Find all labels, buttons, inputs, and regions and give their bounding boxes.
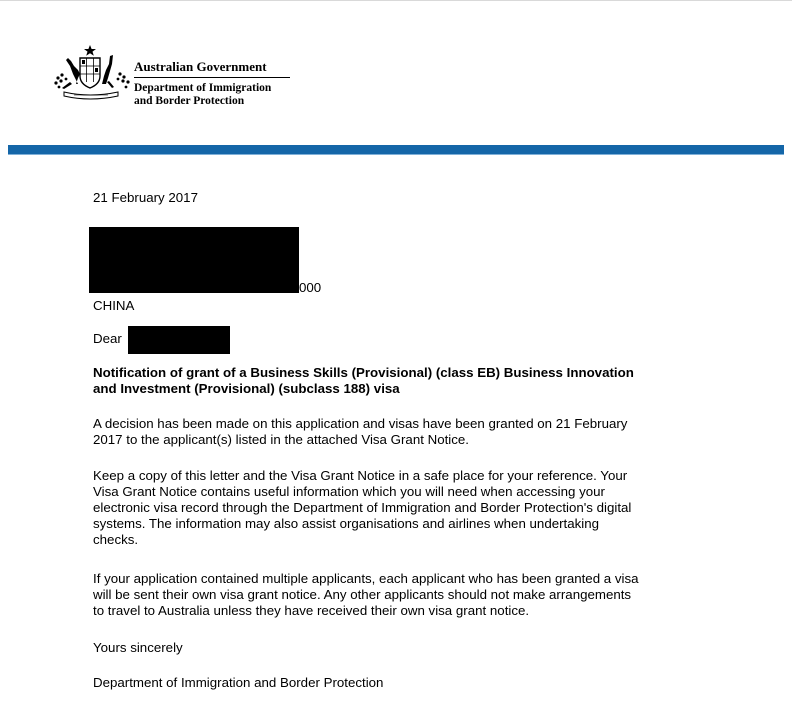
paragraph-2-line: checks. xyxy=(93,532,139,547)
paragraph-1-line: 2017 to the applicant(s) listed in the attached Visa Grant Notice. xyxy=(93,432,469,447)
paragraph-3-line: If your application contained multiple applicants, each applicant who has been granted a visa xyxy=(93,571,639,586)
department-name-line1: Department of Immigration xyxy=(134,82,272,94)
closing: Yours sincerely xyxy=(93,640,183,655)
header-rule xyxy=(8,145,784,154)
address-redaction xyxy=(89,227,299,293)
department-name-line2: and Border Protection xyxy=(134,95,245,107)
signature: Department of Immigration and Border Protection xyxy=(93,675,384,690)
government-name: Australian Government xyxy=(134,59,290,78)
salutation: Dear xyxy=(93,331,122,346)
paragraph-3-line: to travel to Australia unless they have received their own visa grant notice. xyxy=(93,603,530,618)
letterhead-organisation xyxy=(134,59,290,108)
paragraph-2-line: electronic visa record through the Department of Immigration and Border Protection's digital xyxy=(93,500,632,515)
header-rule-highlight xyxy=(8,154,784,155)
subject-line-1: Notification of grant of a Business Skills (Provisional) (class EB) Business Innovation xyxy=(93,365,634,380)
paragraph-2-line: Keep a copy of this letter and the Visa Grant Notice in a safe place for your reference. Your xyxy=(93,468,628,483)
paragraph-2-line: systems. The information may also assist organisations and airlines when undertaking xyxy=(93,516,600,531)
recipient-name-redaction xyxy=(128,326,230,354)
paragraph-2-line: Visa Grant Notice contains useful information which you will need when accessing your xyxy=(93,484,605,499)
coat-of-arms-icon xyxy=(52,44,134,100)
letter-date: 21 February 2017 xyxy=(93,190,198,205)
address-postcode-fragment: 000 xyxy=(299,280,322,295)
page-top-border xyxy=(0,0,792,1)
address-country: CHINA xyxy=(93,298,135,313)
paragraph-1-line: A decision has been made on this application and visas have been granted on 21 February xyxy=(93,416,628,431)
subject-line-2: and Investment (Provisional) (subclass 188) visa xyxy=(93,381,400,396)
paragraph-3-line: will be sent their own visa grant notice. Any other applicants should not make arrangements xyxy=(93,587,632,602)
